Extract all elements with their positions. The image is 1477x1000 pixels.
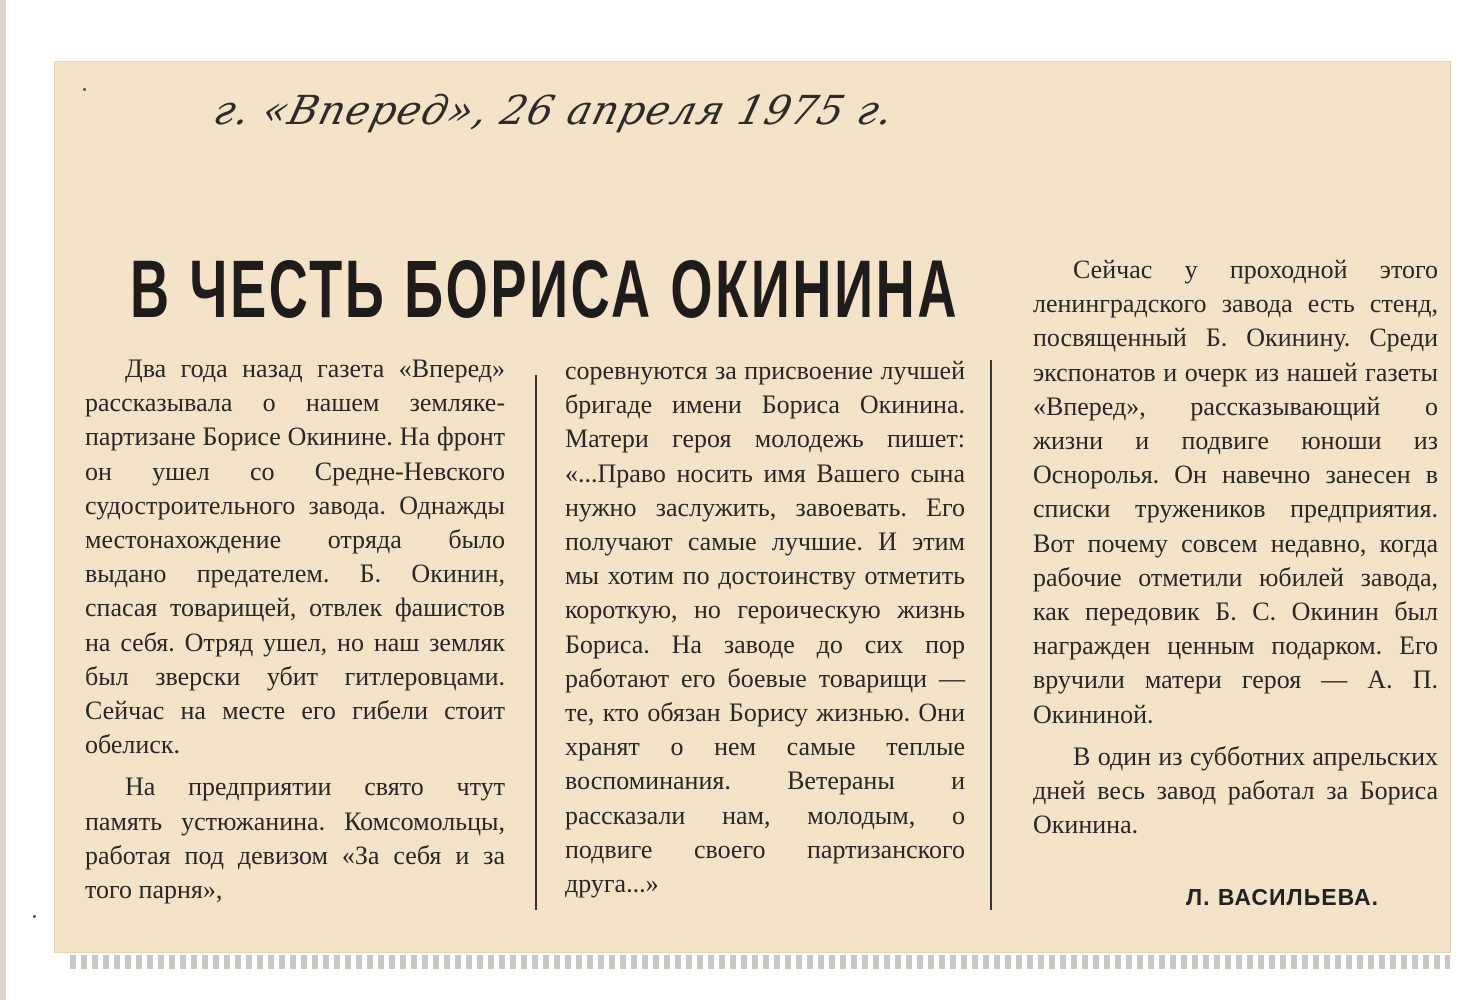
clipping-torn-edge bbox=[70, 955, 1450, 969]
article-headline: В ЧЕСТЬ БОРИСА ОКИНИНА bbox=[130, 244, 960, 335]
article-paragraph: На предприятии свято чтут память устюжанина. Комсомольцы, работая под девизом «За себя и за того парня», bbox=[85, 772, 505, 905]
paper-edge bbox=[0, 0, 6, 1000]
article-column-3 bbox=[1033, 253, 1438, 842]
article-paragraph: Два года назад газета «Вперед» рассказывала о нашем земляке-партизане Борисе Окинине. На фронт он ушел со Средне-Невского судостроительного завода. Однажды местонахождение отряда было выдано предателем. Б. Окинин, спасая товарищей, отвлек фашистов на себя. Отряд ушел, но наш земляк был зверски убит гитлеровцами. Сейчас на месте его гибели стоит обелиск. bbox=[85, 354, 505, 760]
article-paragraph: Сейчас у проходной этого ленинградского завода есть стенд, посвященный Б. Окинину. Среди экспонатов и очерк из нашей газеты «Вперед», рассказывающий о жизни и подвиге юноши из Осноролья. Он навечно занесен в списки тружеников предприятия. Вот почему совсем недавно, когда рабочие отметили юбилей завода, как передовик Б. С. Окинин был награжден ценным подарком. Его вручили матери героя — А. П. Окининой. bbox=[1033, 255, 1438, 729]
ink-speck bbox=[33, 915, 36, 918]
article-paragraph: В один из субботних апрельских дней весь завод работал за Бориса Окинина. bbox=[1033, 741, 1438, 840]
article-byline: Л. ВАСИЛЬЕВА. bbox=[1186, 884, 1380, 910]
article-paragraph-continued: соревнуются за присвоение лучшей бригаде имени Бориса Окинина. Матери героя молодежь пишет: «...Право носить имя Вашего сына нужно заслужить, завоевать. Его получают самые лучшие. И этим мы хотим по достоинству отметить короткую, но героическую жизнь Бориса. На заводе до сих пор работают его боевые товарищи — те, кто обязан Борису жизнью. Они хранят о нем самые теплые воспоминания. Ветераны и рассказали нам, молодым, о подвиге своего партизанского друга...» bbox=[565, 356, 965, 899]
column-rule bbox=[535, 375, 537, 910]
article-column-2 bbox=[565, 354, 965, 901]
handwritten-source-note: г. «Вперед», 26 апреля 1975 г. bbox=[209, 88, 899, 134]
article-column-1 bbox=[85, 352, 505, 907]
ink-speck bbox=[83, 88, 86, 91]
column-rule bbox=[990, 360, 992, 910]
